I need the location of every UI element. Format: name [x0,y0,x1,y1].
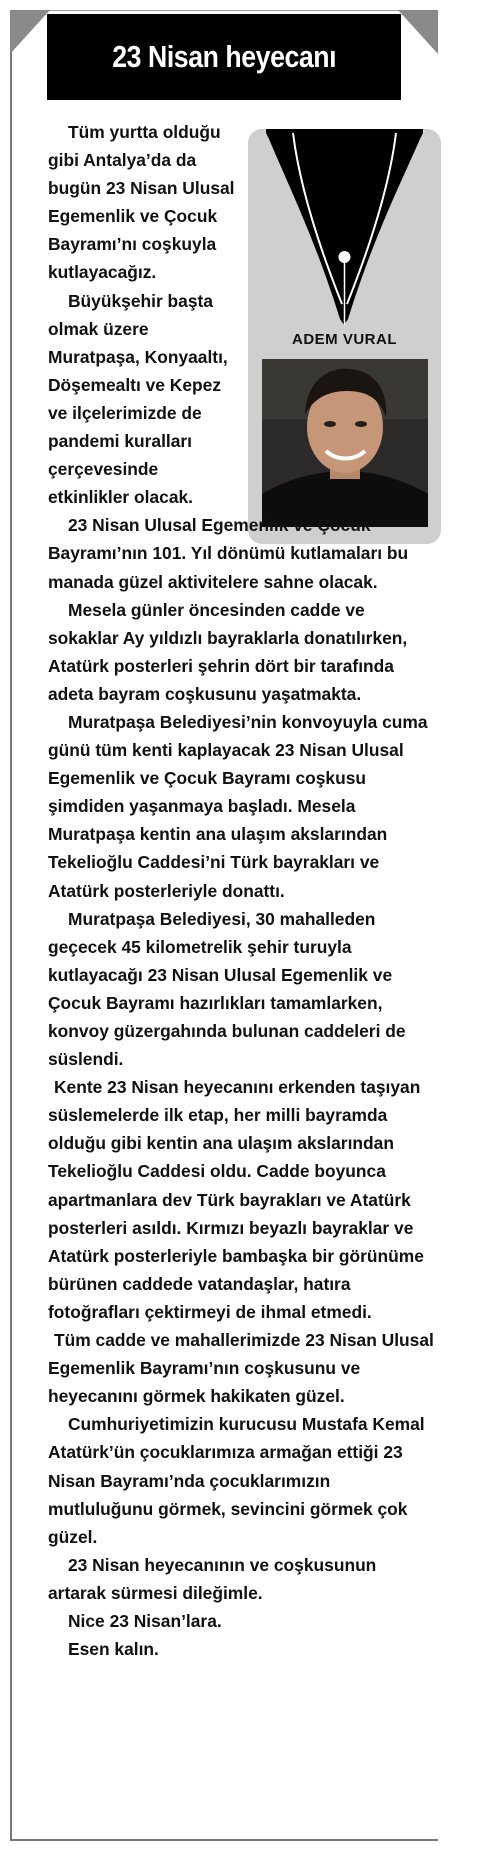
article-paragraph: Mesela günler öncesinden cadde ve sokaklar Ay yıldızlı bayraklarla donatılırken, Atatürk posterleri şehrin dört bir tarafında adeta bayram coşkusunu yaşatmakta. [48,599,408,704]
article-body [48,118,438,1663]
column-title: 23 Nisan heyecanı [112,39,336,74]
column-header [47,14,401,100]
article-paragraph: Kente 23 Nisan heyecanını erkenden taşıyan süslemelerde ilk etap, her milli bayramda olduğu gibi kentin ana ulaşım akslarından Tekelioğlu Caddesi oldu. Cadde boyunca apartmanlara dev Türk bayrakları ve Atatürk posterleri asıldı. Kırmızı beyazlı bayraklar ve Atatürk posterleriyle bambaşka bir görünüme bürünen caddede vatandaşlar, hatıra fotoğrafları çektirmeyi de ihmal etmedi. [48,1077,424,1322]
article-paragraph: Esen kalın. [68,1639,159,1660]
frame-left-border [10,10,12,1840]
article-paragraph: Büyükşehir başta olmak üzere Muratpaşa, Konyaaltı, Döşemealtı ve Kepez ve ilçelerimizde de pandemi kuralları çerçevesinde etkinlikler olacak. [48,290,228,508]
article-paragraph: Tüm cadde ve mahallerimizde 23 Nisan Ulusal Egemenlik Bayramı’nın coşkusunu ve heyecanını görmek hakikaten güzel. [48,1330,434,1407]
article-paragraph: 23 Nisan Ulusal Egemenlik ve Çocuk Bayramı’nın 101. Yıl dönümü kutlamaları bu manada güzel aktivitelere sahne olacak. [48,515,409,592]
article-paragraph: Cumhuriyetimizin kurucusu Mustafa Kemal Atatürk’ün çocuklarımıza armağan ettiği 23 Nisan Bayramı’nda çocuklarımızın mutluluğunu görmek, sevincini görmek çok güzel. [48,1414,425,1547]
article-paragraph: Nice 23 Nisan’lara. [68,1610,222,1631]
article-paragraph: Tüm yurtta olduğu gibi Antalya’da da bugün 23 Nisan Ulusal Egemenlik ve Çocuk Bayramı’nı coşkuyla kutlayacağız. [48,122,235,283]
article-paragraph: 23 Nisan heyecanının ve coşkusunun artarak sürmesi dileğimle. [48,1554,377,1603]
frame-bottom-border [10,1839,438,1841]
frame-top-border [10,10,430,11]
header-right-wing [398,10,438,54]
article-paragraph: Muratpaşa Belediyesi’nin konvoyuyla cuma günü tüm kenti kaplayacak 23 Nisan Ulusal Egemenlik ve Çocuk Bayramı coşkusu şimdiden yaşanmaya başladı. Mesela Muratpaşa kentin ana ulaşım akslarından Tekelioğlu Caddesi’ni Türk bayrakları ve Atatürk posterleriyle donattı. [48,711,428,901]
header-left-wing [10,10,50,54]
author-name: ADEM VURAL [292,331,397,348]
article-paragraph: Muratpaşa Belediyesi, 30 mahalleden geçecek 45 kilometrelik şehir turuyla kutlayacağı 23 Nisan Ulusal Egemenlik ve Çocuk Bayramı hazırlıkları tamamlarken, konvoy güzergahında bulunan caddeleri de süslendi. [48,908,406,1070]
